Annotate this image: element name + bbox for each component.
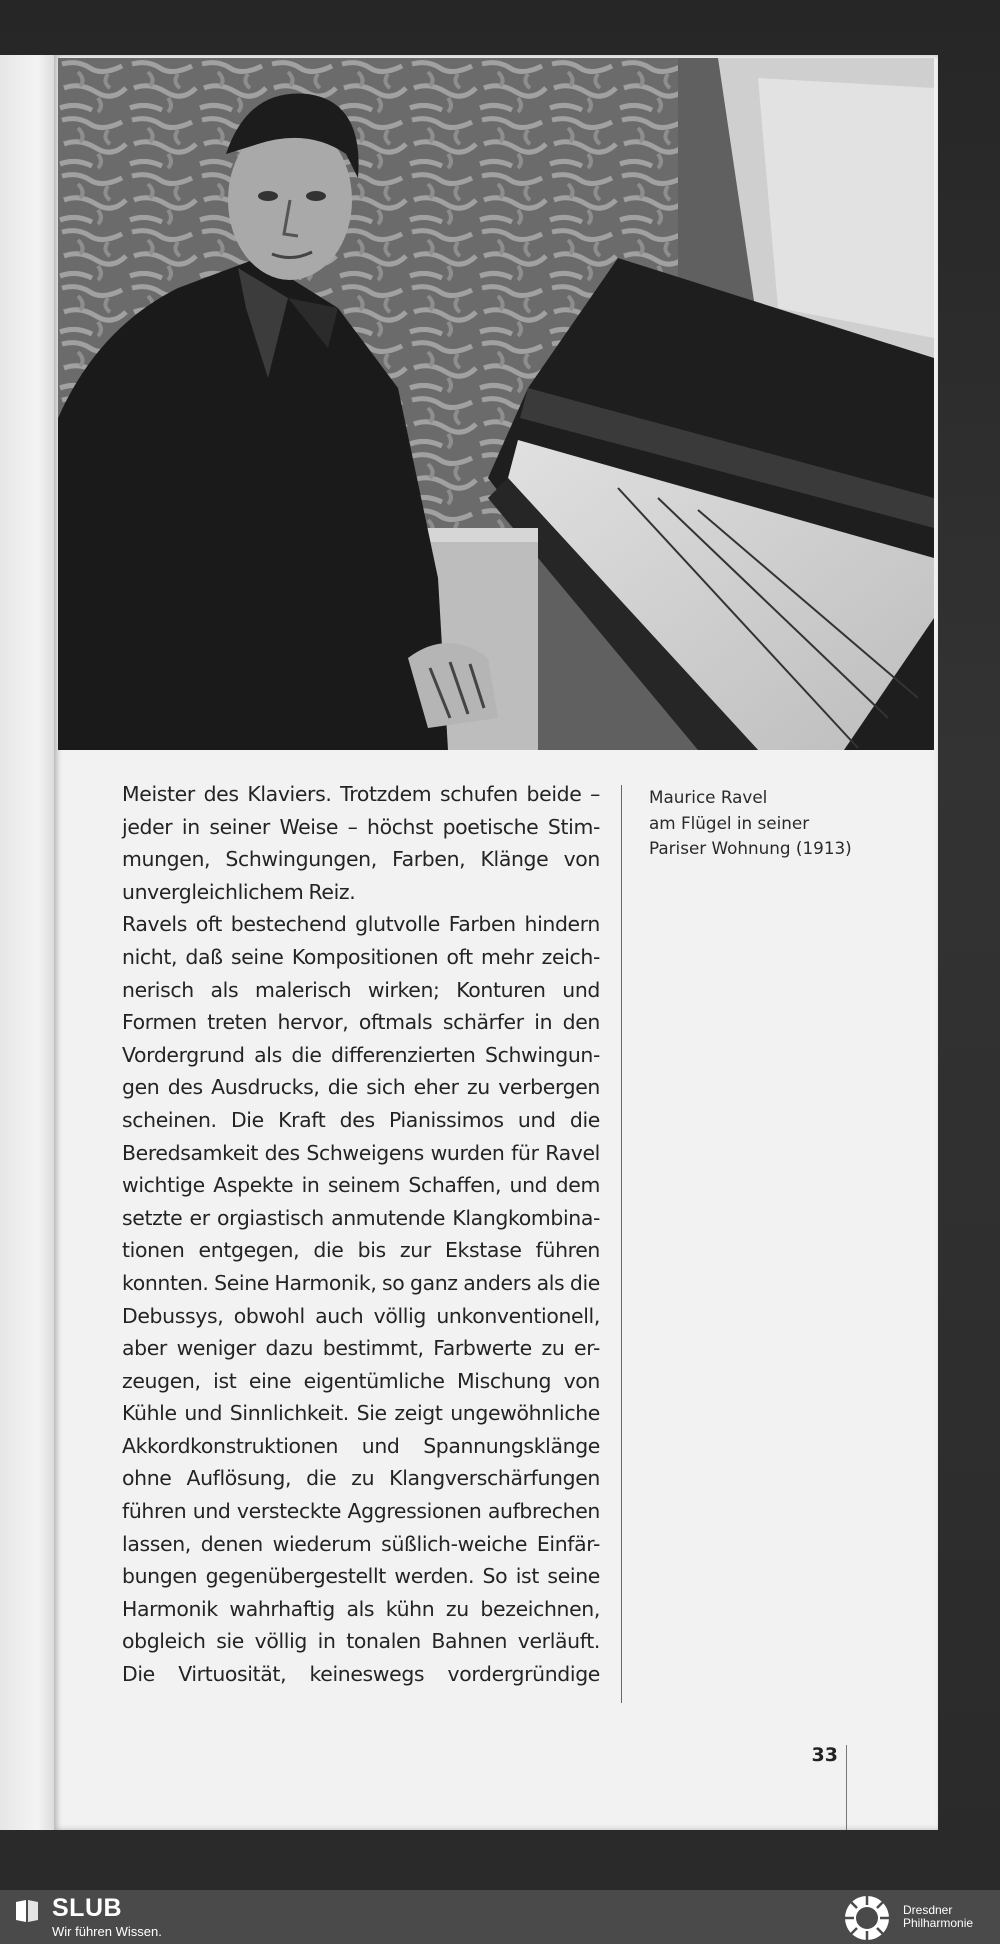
body-text (122, 778, 600, 1691)
body-line: Harmonik wahrhaftig als kühn zu bezeichnen, (122, 1596, 600, 1621)
photo-illustration (58, 58, 934, 750)
body-line: Beredsamkeit des Schweigens wurden für Ravel (122, 1140, 600, 1165)
body-line: ohne Auflösung, die zu Klangverschärfungen (122, 1466, 600, 1491)
body-line: scheinen. Die Kraft des Pianissimos und die (122, 1107, 600, 1132)
left-page-edge (0, 55, 54, 1830)
slub-book-icon[interactable] (14, 1898, 40, 1924)
body-line: Vordergrund als die differenzierten Schwingun- (122, 1042, 600, 1067)
body-line: mungen, Schwingungen, Farben, Klänge von (122, 847, 600, 872)
partner-line-1: Dresdner (903, 1903, 953, 1917)
body-line: gen des Ausdrucks, die sich eher zu verbergen (122, 1075, 600, 1100)
body-line: tionen entgegen, die bis zur Ekstase führen (122, 1238, 600, 1263)
slub-tagline: Wir führen Wissen. (52, 1924, 162, 1939)
body-line: lassen, denen wiederum süßlich-weiche Einfär- (122, 1531, 600, 1556)
body-line: konnten. Seine Harmonik, so ganz anders als die (122, 1270, 600, 1295)
body-line: nicht, daß seine Kompositionen oft mehr zeich- (122, 944, 600, 969)
body-line: Akkordkonstruktionen und Spannungsklänge (122, 1433, 600, 1458)
partner-name[interactable] (903, 1904, 999, 1930)
body-line: Ravels oft bestechend glutvolle Farben hindern (122, 912, 600, 937)
body-line: Debussys, obwohl auch völlig unkonventionell, (122, 1303, 600, 1328)
body-line: bungen gegenübergestellt werden. So ist seine (122, 1564, 600, 1589)
caption-line: am Flügel in seiner (649, 812, 810, 833)
body-line: Kühle und Sinnlichkeit. Sie zeigt ungewöhnliche (122, 1401, 600, 1426)
page-number-rule (846, 1745, 847, 1830)
body-line: zeugen, ist eine eigentümliche Mischung von (122, 1368, 600, 1393)
body-line: Meister des Klaviers. Trotzdem schufen beide – (122, 782, 600, 806)
body-line: wichtige Aspekte in seinem Schaffen, und dem (122, 1173, 600, 1198)
caption-line: Pariser Wohnung (1913) (649, 838, 852, 858)
body-line: führen und versteckte Aggressionen aufbrechen (122, 1499, 600, 1524)
photo-caption (649, 785, 909, 862)
body-line: unvergleichlichem Reiz. (122, 879, 356, 904)
caption-line: Maurice Ravel (649, 787, 768, 807)
column-divider (621, 785, 622, 1703)
body-line: obgleich sie völlig in tonalen Bahnen verläuft. (122, 1629, 600, 1654)
body-line: jeder in seiner Weise – höchst poetische Stim- (122, 814, 600, 839)
body-line: setzte er orgiastisch anmutende Klangkombina- (122, 1205, 600, 1230)
body-line: Die Virtuosität, keineswegs vordergründige (122, 1662, 600, 1687)
dresdner-philharmonie-logo-icon[interactable] (842, 1893, 892, 1943)
ravel-at-piano-photo (58, 58, 934, 750)
body-line: nerisch als malerisch wirken; Konturen und (122, 977, 600, 1002)
body-line: aber weniger dazu bestimmt, Farbwerte zu er- (122, 1336, 600, 1361)
page-number: 33 (811, 1744, 838, 1766)
body-line: Formen treten hervor, oftmals schärfer in den (122, 1010, 600, 1035)
slub-name[interactable]: SLUB (52, 1894, 123, 1922)
partner-line-2: Philharmonie (903, 1916, 974, 1930)
